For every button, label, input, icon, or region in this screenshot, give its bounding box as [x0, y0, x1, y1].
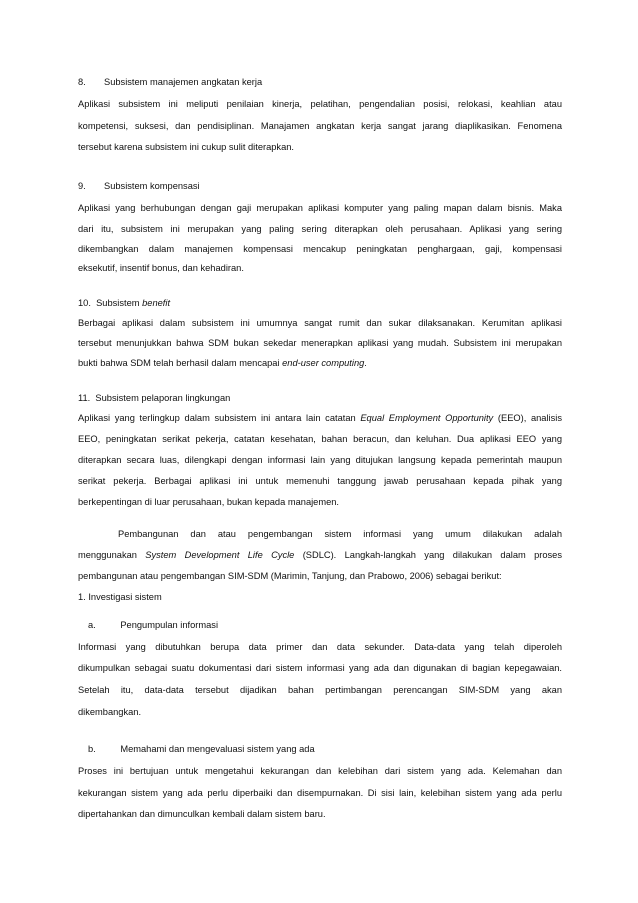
paragraph-line-indented: Pembangunan dan atau pengembangan sistem informasi yang umum dilakukan adalah — [118, 529, 562, 539]
paragraph-line: diterapkan secara luas, dilengkapi dengan informasi lain yang ditujukan langsung kepada pemerintah maupun — [78, 455, 562, 465]
text-run: menggunakan — [78, 550, 146, 560]
paragraph-line — [78, 412, 562, 424]
paragraph-line: eksekutif, insentif bonus, dan kehadiran. — [78, 263, 244, 273]
paragraph-line: dikumpulkan sebagai suatu dokumentasi dari sistem informasi yang ada dan digunakan di bagian kepegawaian. — [78, 663, 562, 673]
section-heading-10 — [78, 297, 562, 309]
paragraph-line: Aplikasi subsistem ini meliputi penilaian kinerja, pelatihan, pengendalian posisi, relokasi, keahlian atau — [78, 99, 562, 109]
paragraph-line: dikembangkan. — [78, 707, 142, 717]
section-heading-11 — [78, 392, 562, 404]
text-run: (EEO), analisis — [493, 413, 562, 423]
paragraph-line: dari itu, subsistem ini merupakan yang paling sering diterapkan oleh perusahaan. Aplikasi yang sering — [78, 224, 562, 234]
section-number: 11. — [78, 393, 91, 403]
paragraph-line: pembangunan atau pengembangan SIM-SDM (Marimin, Tanjung, dan Prabowo, 2006) sebagai berikut: — [78, 571, 502, 581]
paragraph-line: berkepentingan di luar perusahaan, bukan kepada manajemen. — [78, 497, 340, 507]
paragraph-line: Setelah itu, data-data tersebut dijadikan bahan pertimbangan perencangan SIM-SDM yang akan — [78, 685, 562, 695]
subsection-heading-a — [78, 619, 562, 631]
text-run-italic: end-user computing — [282, 358, 365, 368]
text-run-italic: Equal Employment Opportunity — [360, 413, 494, 423]
paragraph-line: serikat pekerja. Berbagai aplikasi ini untuk memenuhi tanggung jawab perusahaan kepada pihak yang — [78, 476, 562, 486]
subsection-title: Pengumpulan informasi — [120, 620, 219, 630]
paragraph-line: kekurangan sistem yang ada perlu diperbaiki dan disempurnakan. Di sisi lain, kelebihan sistem yang ada perlu — [78, 788, 562, 798]
section-title: Subsistem manajemen angkatan kerja — [104, 77, 263, 87]
text-run: bukti bahwa SDM telah berhasil dalam mencapai — [78, 358, 283, 368]
paragraph-line: dikembangkan dalam manajemen kompensasi mencakup peningkatan penghargaan, gaji, kompensasi — [78, 244, 562, 254]
text-run: Aplikasi yang terlingkup dalam subsistem ini antara lain catatan — [78, 413, 361, 423]
paragraph-line — [78, 549, 562, 561]
subsection-letter: a. — [88, 620, 96, 630]
step-heading: 1. Investigasi sistem — [78, 592, 162, 602]
paragraph-line: Berbagai aplikasi dalam subsistem ini umumnya sangat rumit dan sukar dilaksanakan. Kerumitan aplikasi — [78, 318, 562, 328]
paragraph-line — [78, 357, 562, 369]
section-title: Subsistem kompensasi — [104, 181, 200, 191]
text-run: (SDLC). Langkah-langkah yang dilakukan dalam proses — [294, 550, 562, 560]
paragraph-line: EEO, peningkatan serikat pekerja, catatan kesehatan, bahan beracun, dan keluhan. Dua aplikasi EEO yang — [78, 434, 562, 444]
section-number: 9. — [78, 181, 86, 191]
section-number: 10. — [78, 298, 91, 308]
subsection-title: Memahami dan mengevaluasi sistem yang ada — [120, 744, 315, 754]
paragraph-line: dipertahankan dan dimunculkan kembali dalam sistem baru. — [78, 809, 326, 819]
paragraph-line: tersebut karena subsistem ini cukup sulit diterapkan. — [78, 142, 295, 152]
text-run-italic: System Development Life Cycle — [145, 550, 295, 560]
section-number: 8. — [78, 77, 86, 87]
section-title: Subsistem pelaporan lingkungan — [95, 393, 231, 403]
subsection-heading-b — [78, 743, 562, 755]
subsection-letter: b. — [88, 744, 96, 754]
text-run: . — [364, 358, 367, 368]
section-heading-9 — [78, 180, 562, 192]
paragraph-line: Aplikasi yang berhubungan dengan gaji merupakan aplikasi komputer yang paling mapan dalam bisnis. Maka — [78, 203, 562, 213]
paragraph-line: Informasi yang dibutuhkan berupa data primer dan data sekunder. Data-data yang telah diperoleh — [78, 642, 562, 652]
section-heading-8 — [78, 76, 562, 88]
section-title-italic: benefit — [142, 298, 171, 308]
paragraph-line: kompetensi, suksesi, dan pendisiplinan. Manajamen angkatan kerja sangat jarang diaplikasikan. Fenomena — [78, 121, 562, 131]
section-title: Subsistem — [96, 298, 143, 308]
paragraph-line: Proses ini bertujuan untuk mengetahui kekurangan dan kelebihan dari sistem yang ada. Kelemahan dan — [78, 766, 562, 776]
paragraph-line: tersebut menunjukkan bahwa SDM bukan sekedar menerapkan aplikasi yang mudah. Subsistem ini merupakan — [78, 338, 562, 348]
